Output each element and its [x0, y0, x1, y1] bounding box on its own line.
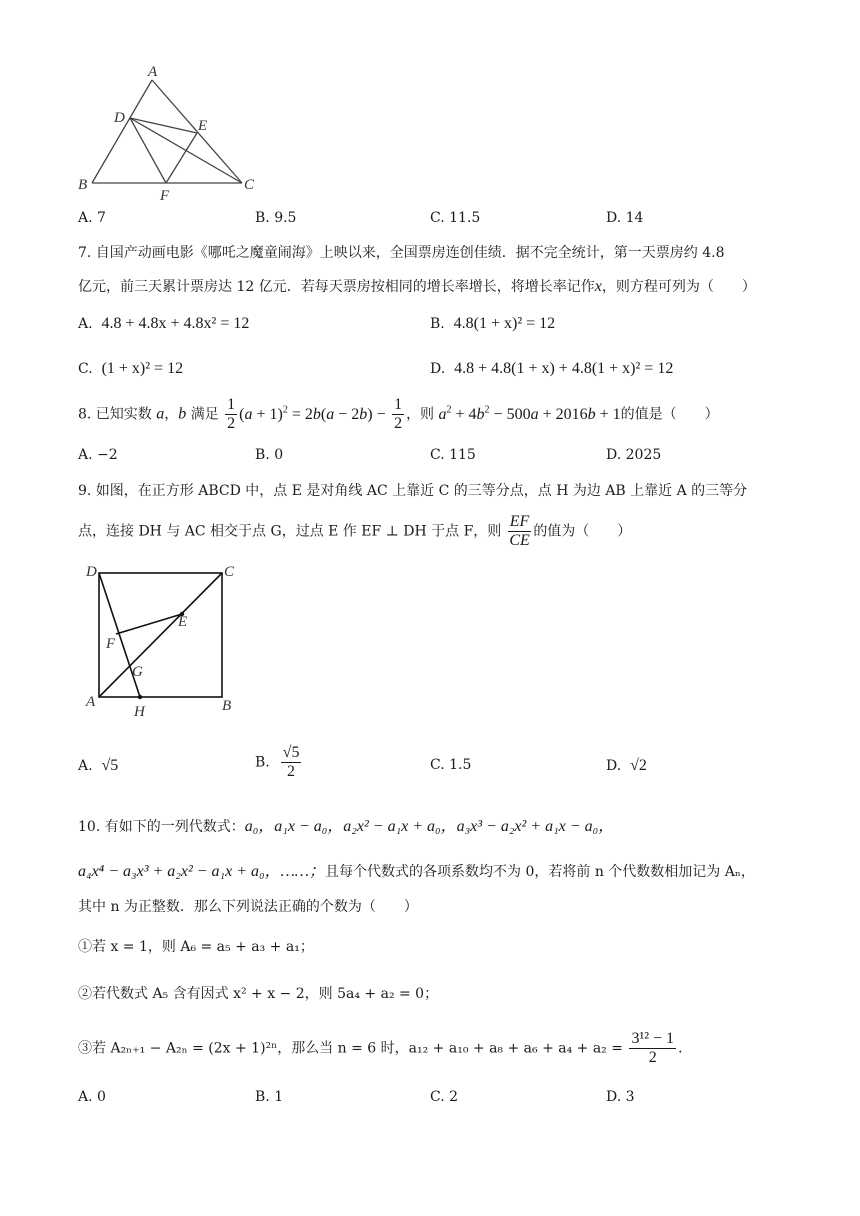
label-A: A	[148, 64, 158, 80]
label-E: E	[178, 614, 188, 630]
q6-option-c: C. 11.5	[430, 210, 481, 226]
label-A: A	[86, 694, 96, 710]
q9-line2: 点，连接 DH 与 AC 相交于点 G，过点 E 作 EF ⊥ DH 于点 F，则 $\frac{EF}{CE}$ 的值为（ ）	[78, 513, 632, 549]
q8-option-a: A. −2	[78, 447, 118, 463]
q8-frac-half-2: $\frac{1}{2}$	[394, 396, 403, 432]
q8-option-d: D. 2025	[606, 447, 662, 463]
q7-option-d: D. 4.8 + 4.8(1 + x) + 4.8(1 + x)² = 12	[430, 360, 674, 377]
q9-option-d: D. √2	[606, 757, 647, 774]
q9-fraction: $\frac{EF}{CE}$	[509, 513, 530, 549]
q10-statement-3: ③若 A₂ₙ₊₁ − A₂ₙ = (2x + 1)²ⁿ，那么当 n = 6 时，a₁₂ + a₁₀ + a₈ + a₆ + a₄ + a₂ = $\frac{\text{3¹² − 1}}{2}$ ．	[78, 1030, 693, 1066]
q7-option-a: A. 4.8 + 4.8x + 4.8x² = 12	[78, 315, 250, 332]
triangle-figure	[70, 60, 270, 205]
label-H: H	[134, 704, 145, 720]
q7-line2-text: 亿元，前三天累计票房达 12 亿元．若每天票房按相同的增长率增长，将增长率记作	[78, 279, 595, 295]
label-C: C	[244, 177, 255, 193]
q9-option-a: A. √5	[78, 757, 119, 774]
q8-line: 8. 已知实数 a，b 满足 $\frac{1}{2}$ $(a + 1)^2 = 2b(a - 2b)$ − $\frac{1}{2}$ ，则 $a^2 + 4b^2 - 500a + 2016b + 1$的值是（ ）	[78, 396, 719, 432]
q10-line1: 10. 有如下的一列代数式：a₀，a₁x − a₀，a₂x² − a₁x + a₀，a₃x³ − a₂x² + a₁x − a₀，	[78, 818, 615, 835]
q10-statement-1: ①若 x = 1，则 A₆ = a₅ + a₃ + a₁；	[78, 939, 314, 955]
q7-line1: 7. 自国产动画电影《哪吒之魔童闹海》上映以来，全国票房连创佳绩．据不完全统计，第一天票房约 4.8	[78, 245, 725, 261]
q9-option-c: C. 1.5	[430, 757, 472, 773]
label-E: E	[198, 118, 208, 134]
q10-statement-2: ②若代数式 A₅ 含有因式 x² + x − 2，则 5a₄ + a₂ = 0；	[78, 986, 439, 1002]
square-figure	[82, 560, 242, 720]
q9-option-b: B. $\frac{√5}{2}$	[255, 744, 300, 780]
q9-line1: 9. 如图，在正方形 ABCD 中，点 E 是对角线 AC 上靠近 C 的三等分点，点 H 为边 AB 上靠近 A 的三等分	[78, 483, 748, 499]
label-F: F	[106, 636, 116, 652]
q10-fraction: $\frac{\text{3¹² − 1}}{2}$	[631, 1030, 675, 1066]
q6-option-b: B. 9.5	[255, 210, 297, 226]
label-B: B	[222, 698, 232, 714]
q8-option-c: C. 115	[430, 447, 476, 463]
label-B: B	[78, 177, 88, 193]
q10-option-a: A. 0	[78, 1089, 106, 1105]
q10-line2: a₄x⁴ − a₃x³ + a₂x² − a₁x + a₀，……；且每个代数式的各项系数均不为 0，若将前 n 个代数数相加记为 Aₙ，	[78, 863, 755, 880]
q8-option-b: B. 0	[255, 447, 284, 463]
q8-frac-half: $\frac{1}{2}$	[227, 396, 236, 432]
label-D: D	[86, 564, 97, 580]
q7-variable: x	[594, 278, 602, 295]
q10-option-b: B. 1	[255, 1089, 284, 1105]
label-G: G	[132, 664, 143, 680]
q7-option-c: C. (1 + x)² = 12	[78, 360, 184, 377]
label-C: C	[224, 564, 235, 580]
q6-option-a: A. 7	[78, 210, 106, 226]
q6-option-d: D. 14	[606, 210, 644, 226]
label-D: D	[114, 110, 125, 126]
q10-option-d: D. 3	[606, 1089, 635, 1105]
q7-line2	[78, 276, 756, 296]
q7-option-b: B. 4.8(1 + x)² = 12	[430, 315, 556, 332]
q7-line2-end: ，则方程可列为（ ）	[601, 279, 756, 295]
q10-line3: 其中 n 为正整数．那么下列说法正确的个数为（ ）	[78, 899, 418, 915]
label-F: F	[160, 188, 170, 204]
q10-option-c: C. 2	[430, 1089, 459, 1105]
